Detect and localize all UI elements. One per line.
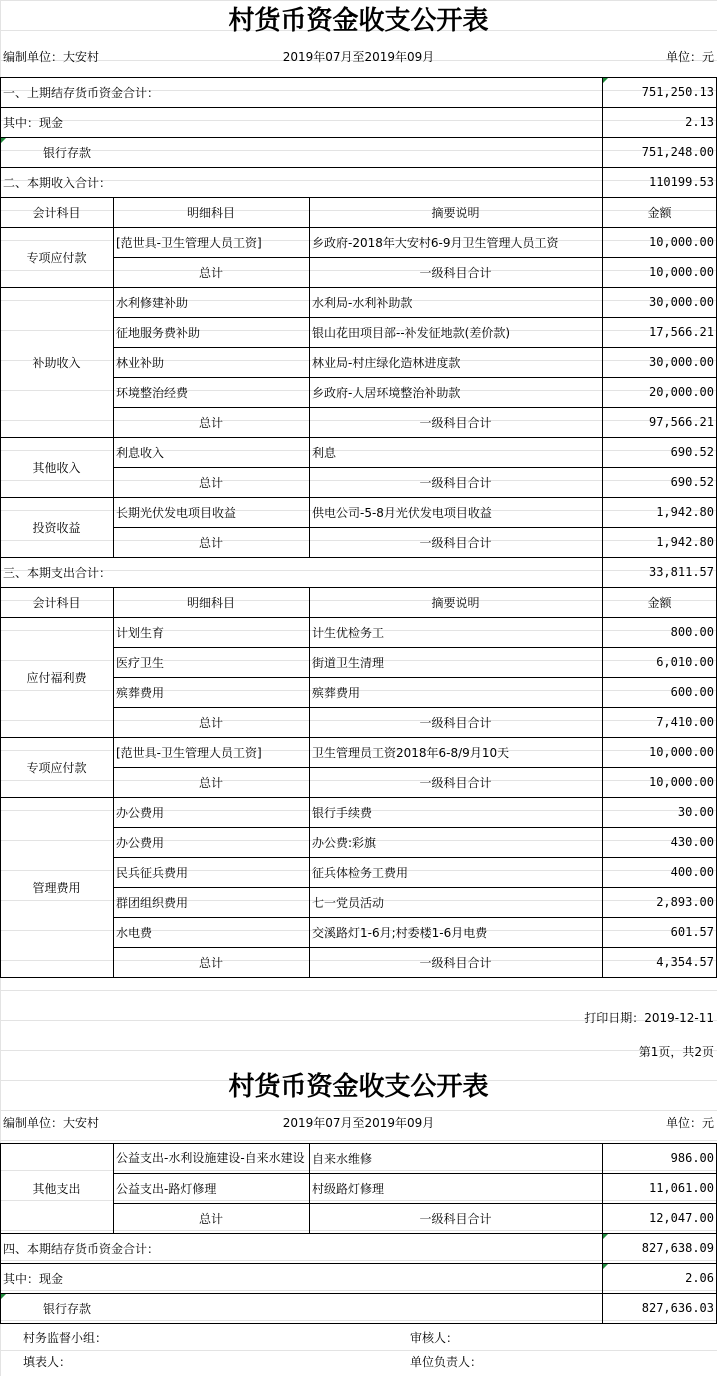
- income-group-2-subtotal-label: 一级科目合计: [419, 475, 492, 490]
- page-title: 村货币资金收支公开表: [228, 5, 489, 36]
- expense-group-0-amount: 600.00: [670, 685, 714, 699]
- income-group-1-description: 银山花田项目部--补发征地款(差价款): [312, 325, 511, 340]
- income-group-2-total: 690.52: [670, 475, 714, 489]
- income-group-0-amount: 10,000.00: [648, 235, 714, 249]
- expense-group-2-amount: 2,893.00: [656, 895, 714, 909]
- unit-label: 单位：元: [665, 49, 714, 64]
- expense-group-3-subtotal-label: 一级科目合计: [419, 1211, 492, 1226]
- expense-group-1-account: 专项应付款: [26, 760, 87, 775]
- expense-group-2-total: 4,354.57: [656, 955, 714, 969]
- income-group-0-total-label: 总计: [198, 265, 223, 280]
- income-group-1-amount: 17,566.21: [648, 325, 714, 339]
- signature-leader: 单位负责人：: [410, 1354, 483, 1369]
- expense-group-2-description: 征兵体检务工费用: [312, 865, 409, 880]
- income-group-1-account: 补助收入: [32, 355, 81, 370]
- expense-group-0-subtotal-label: 一级科目合计: [419, 715, 492, 730]
- page-info: 第1页，共2页: [638, 1044, 714, 1059]
- prev-cash-value: 2.13: [685, 115, 714, 129]
- signature-supervision: 村务监督小组：: [23, 1330, 108, 1345]
- end-cash-label: 其中：现金: [3, 1271, 64, 1286]
- end-bank-label: 银行存款: [43, 1301, 92, 1316]
- column-header-detail: 明细科目: [186, 595, 235, 610]
- org-label: 编制单位：大安村: [3, 49, 100, 64]
- page2-org-label: 编制单位：大安村: [3, 1115, 100, 1130]
- income-group-3-detail: 长期光伏发电项目收益: [116, 505, 237, 520]
- income-group-0-account: 专项应付款: [26, 250, 87, 265]
- prev-cash-label: 其中：现金: [3, 115, 64, 130]
- expense-group-1-description: 卫生管理员工资2018年6-8/9月10天: [312, 745, 510, 760]
- expense-group-3-amount: 11,061.00: [648, 1181, 714, 1195]
- income-group-2-amount: 690.52: [670, 445, 714, 459]
- expense-group-3-total-label: 总计: [198, 1211, 223, 1226]
- expense-group-2-account: 管理费用: [32, 880, 81, 895]
- expense-group-0-total-label: 总计: [198, 715, 223, 730]
- prev-balance-label: 一、上期结存货币资金合计：: [3, 85, 160, 100]
- page2-title: 村货币资金收支公开表: [228, 1071, 489, 1102]
- income-group-1-total-label: 总计: [198, 415, 223, 430]
- income-group-0-detail: [范世具-卫生管理人员工资]: [116, 235, 262, 250]
- expense-group-2-description: 银行手续费: [312, 805, 373, 820]
- income-group-1-detail: 水利修建补助: [116, 295, 189, 310]
- expense-group-0-amount: 800.00: [670, 625, 714, 639]
- income-group-2-detail: 利息收入: [116, 445, 165, 460]
- end-cash-value: 2.06: [685, 1271, 714, 1285]
- prev-bank-value: 751,248.00: [641, 145, 714, 159]
- income-total-value: 110199.53: [648, 175, 714, 189]
- prev-balance-value: 751,250.13: [641, 85, 714, 99]
- expense-group-0-total: 7,410.00: [656, 715, 714, 729]
- income-group-1-detail: 环境整治经费: [116, 385, 189, 400]
- column-header-account: 会计科目: [32, 205, 81, 220]
- expense-group-2-description: 交溪路灯1-6月;村委楼1-6月电费: [312, 925, 488, 940]
- income-group-0-description: 乡政府-2018年大安村6-9月卫生管理人员工资: [312, 235, 559, 250]
- page2-unit-label: 单位：元: [665, 1115, 714, 1130]
- expense-group-2-amount: 30.00: [677, 805, 714, 819]
- expense-total-label: 三、本期支出合计：: [3, 565, 112, 580]
- expense-group-1-amount: 10,000.00: [648, 745, 714, 759]
- expense-group-2-amount: 400.00: [670, 865, 714, 879]
- expense-group-2-description: 七一党员活动: [312, 895, 385, 910]
- income-group-3-amount: 1,942.80: [656, 505, 714, 519]
- end-balance-label: 四、本期结存货币资金合计：: [3, 1241, 160, 1256]
- expense-group-2-subtotal-label: 一级科目合计: [419, 955, 492, 970]
- expense-group-2-total-label: 总计: [198, 955, 223, 970]
- income-total-label: 二、本期收入合计：: [3, 175, 112, 190]
- expense-group-0-detail: 殡葬费用: [116, 685, 165, 700]
- income-group-2-account: 其他收入: [32, 460, 81, 475]
- column-header-detail: 明细科目: [186, 205, 235, 220]
- expense-group-0-description: 计生优检务工: [312, 625, 385, 640]
- income-group-1-description: 乡政府-人居环境整治补助款: [312, 385, 461, 400]
- expense-group-2-detail: 群团组织费用: [116, 895, 189, 910]
- expense-total-value: 33,811.57: [648, 565, 714, 579]
- expense-group-0-description: 街道卫生清理: [312, 655, 385, 670]
- expense-group-2-description: 办公费:彩旗: [312, 835, 377, 850]
- prev-bank-label: 银行存款: [43, 145, 92, 160]
- column-header-account: 会计科目: [32, 595, 81, 610]
- income-group-1-description: 水利局-水利补助款: [312, 295, 413, 310]
- expense-group-0-detail: 医疗卫生: [116, 655, 165, 670]
- column-header-description: 摘要说明: [431, 595, 480, 610]
- expense-group-1-detail: [范世具-卫生管理人员工资]: [116, 745, 262, 760]
- income-group-1-description: 林业局-村庄绿化造林进度款: [312, 355, 461, 370]
- expense-group-0-amount: 6,010.00: [656, 655, 714, 669]
- income-group-3-total-label: 总计: [198, 535, 223, 550]
- income-group-2-total-label: 总计: [198, 475, 223, 490]
- column-header-amount: 金额: [647, 205, 672, 220]
- expense-group-1-total-label: 总计: [198, 775, 223, 790]
- print-date: 打印日期：2019-12-11: [584, 1010, 714, 1025]
- column-header-amount: 金额: [647, 595, 672, 610]
- income-group-0-subtotal-label: 一级科目合计: [419, 265, 492, 280]
- income-group-3-subtotal-label: 一级科目合计: [419, 535, 492, 550]
- expense-group-2-amount: 601.57: [670, 925, 714, 939]
- expense-group-1-total: 10,000.00: [648, 775, 714, 789]
- signature-preparer: 填表人：: [23, 1354, 72, 1369]
- signature-reviewer: 审核人：: [410, 1330, 459, 1345]
- expense-group-0-detail: 计划生育: [116, 625, 165, 640]
- expense-group-2-detail: 办公费用: [116, 835, 165, 850]
- end-bank-value: 827,636.03: [641, 1301, 714, 1315]
- expense-group-2-detail: 民兵征兵费用: [116, 865, 189, 880]
- expense-group-2-amount: 430.00: [670, 835, 714, 849]
- income-group-3-total: 1,942.80: [656, 535, 714, 549]
- income-group-1-amount: 30,000.00: [648, 355, 714, 369]
- income-group-1-detail: 征地服务费补助: [116, 325, 201, 340]
- income-group-1-amount: 20,000.00: [648, 385, 714, 399]
- expense-group-2-detail: 水电费: [116, 925, 153, 940]
- income-group-1-amount: 30,000.00: [648, 295, 714, 309]
- income-group-0-total: 10,000.00: [648, 265, 714, 279]
- income-group-3-account: 投资收益: [32, 520, 81, 535]
- expense-group-3-account: 其他支出: [32, 1181, 81, 1196]
- expense-group-1-subtotal-label: 一级科目合计: [419, 775, 492, 790]
- expense-group-3-description: 村级路灯修理: [312, 1181, 385, 1196]
- income-group-1-subtotal-label: 一级科目合计: [419, 415, 492, 430]
- end-balance-value: 827,638.09: [641, 1241, 714, 1255]
- income-group-2-description: 利息: [312, 445, 337, 460]
- column-header-description: 摘要说明: [431, 205, 480, 220]
- expense-group-0-description: 殡葬费用: [312, 685, 361, 700]
- expense-group-0-account: 应付福利费: [26, 670, 87, 685]
- page2-period-label: 2019年07月至2019年09月: [282, 1115, 435, 1130]
- income-group-1-total: 97,566.21: [648, 415, 714, 429]
- expense-group-3-amount: 986.00: [670, 1151, 714, 1165]
- income-group-1-detail: 林业补助: [116, 355, 165, 370]
- expense-group-3-detail: 公益支出-水利设施建设-自来水建设: [116, 1151, 305, 1165]
- expense-group-2-detail: 办公费用: [116, 805, 165, 820]
- expense-group-3-total: 12,047.00: [648, 1211, 714, 1225]
- income-group-3-description: 供电公司-5-8月光伏发电项目收益: [312, 505, 492, 520]
- expense-group-3-detail: 公益支出-路灯修理: [116, 1181, 217, 1196]
- period-label: 2019年07月至2019年09月: [282, 49, 435, 64]
- expense-group-3-description: 自来水维修: [312, 1151, 373, 1166]
